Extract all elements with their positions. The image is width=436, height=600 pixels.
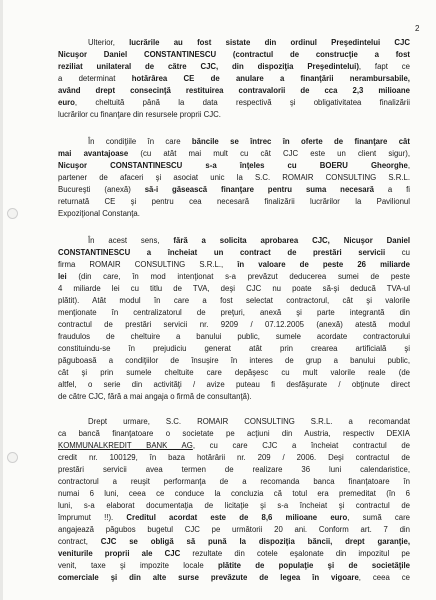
text-span: În acest sens, <box>88 236 174 245</box>
text-span: cât şi prin sumele cheltuite care depăşesc cu mult valorile reale (de <box>58 368 410 377</box>
text-line <box>88 235 410 246</box>
text-span: (cu atât mai mult cu cât CJC este un client sigur), <box>128 149 410 158</box>
text-span: În condiţiile în care <box>88 137 192 146</box>
text-line <box>58 488 410 499</box>
bold-text: mai avantajoase <box>58 149 129 158</box>
bold-text: Nicuşor Daniel CONSTANTINESCU (contractul de construcţie a fost <box>58 50 410 59</box>
bold-text: plătite de populaţie şi de societăţile <box>217 561 410 570</box>
bold-text: lucrările au fost sistate din ordinul Preşedintelui CJC <box>129 38 410 47</box>
text-span: , fapt ce <box>358 62 410 71</box>
text-line <box>58 464 410 475</box>
text-span: a determinat <box>58 74 132 83</box>
text-line <box>58 500 410 511</box>
bold-text: reziliat unilateral de către CJC, din dispoziţia Preşedintelui) <box>58 62 359 71</box>
bold-text: Creditul acordat este de 8,6 milioane euro <box>126 513 348 522</box>
text-span: lucrărilor cu finanţare din resursele proprii CJC. <box>58 110 221 119</box>
bold-text: CJC se obligă să pună la dispoziţia băncii, drept garanţie, <box>100 537 410 546</box>
text-line <box>58 196 410 207</box>
text-span: plătit). Atât modul în care a fost selectat contractorul, cât şi valorile <box>58 296 410 305</box>
text-span: cu <box>385 248 410 257</box>
text-line <box>58 391 330 402</box>
text-line <box>58 85 410 96</box>
text-line <box>58 283 410 294</box>
text-line <box>58 172 410 183</box>
text-span: de către CJC, fără a mai angaja o firmă de consultanţă). <box>58 392 252 401</box>
text-span: Drept urmare, S.C. ROMAIR CONSULTING S.R.L. a recomandat <box>88 417 410 426</box>
text-span: contract, <box>58 537 101 546</box>
bold-text: în valoare de peste 26 miliarde <box>237 260 410 269</box>
text-line <box>58 73 410 84</box>
text-span: a fi <box>374 185 410 194</box>
bold-text: băncile se întrec în oferte de finanţare cât <box>191 137 410 146</box>
text-line <box>58 548 410 559</box>
text-line <box>58 536 410 547</box>
text-span: menţionate în centralizatorul de preţuri, anexă şi parte integrantă din <box>58 308 410 317</box>
text-line <box>58 271 410 282</box>
text-line <box>58 61 410 72</box>
text-span: constituindu-se în prejudiciu generat atât prin crearea artificială şi <box>58 344 410 353</box>
text-span: rezultate din cotele eşalonate din impozitul pe <box>180 549 410 558</box>
text-span: , cheltuită până la data respectivă şi obligativitatea finalizării <box>74 98 410 107</box>
bold-text: fără a solicita aprobarea CJC, Nicuşor Daniel <box>173 236 410 245</box>
bold-text: hotărârea CE de anulare a finanţării nerambursabile, <box>131 74 410 83</box>
text-line <box>58 184 410 195</box>
text-line <box>58 428 410 439</box>
text-line <box>58 319 410 330</box>
text-span: numai 6 luni, ceea ce conduce la concluzia că totul era premeditat (în 6 <box>58 489 410 498</box>
text-span: prestări servicii avea termen de realizare 36 luni calendaristice, <box>58 465 410 474</box>
underlined-text: KOMMUNALKREDIT BANK AG <box>58 441 193 450</box>
text-line <box>58 572 410 583</box>
text-span: firma ROMAIR CONSULTING S.R.L., <box>58 260 238 269</box>
bold-text: având drept consecinţă restituirea contravalorii de cca 2,3 milioane <box>58 86 410 95</box>
text-span: venit, taxe şi impozite locale <box>58 561 218 570</box>
text-span: altfel, o serie din activităţi / avize puteau fi desfăşurate / obţinute direct <box>58 380 410 389</box>
text-span: ca bancă finanţatoare o societate pe acţiuni din Austria, respectiv DEXIA <box>58 429 410 438</box>
text-line <box>58 247 410 258</box>
bold-text: euro <box>58 98 75 107</box>
text-line <box>58 343 410 354</box>
text-line <box>58 331 410 342</box>
text-line <box>58 440 410 451</box>
text-span: 4 miliarde lei cu titlu de TVA, deşi CJC nu poate să-şi deducă TVA-ul <box>58 284 410 293</box>
text-line <box>58 160 410 171</box>
text-span: partener de afaceri şi asociat unic la S.C. ROMAIR CONSULTING S.R.L. <box>58 173 410 182</box>
bold-text: să-i găsească finanţare pentru suma necesară <box>144 185 375 194</box>
text-span: contractul de prestări servicii nr. 9209 / 07.12.2005 (anexă) atestă modul <box>58 320 410 329</box>
text-span: împrumut !!). <box>58 513 127 522</box>
text-line <box>58 379 410 390</box>
text-span: contractorul a reuşit performanţa de a recomanda banca finanţatoare în <box>58 477 410 486</box>
text-span: , sumă care <box>347 513 410 522</box>
text-line <box>58 524 410 535</box>
text-line <box>58 208 230 219</box>
text-line <box>58 476 410 487</box>
text-span: luni, s-a elaborat documentaţia de licitaţie şi s-a încheiat şi contractul de <box>58 501 410 510</box>
text-line <box>58 148 410 159</box>
text-line <box>58 259 410 270</box>
text-span: , <box>407 161 410 170</box>
text-span: Expoziţional Constanţa. <box>58 209 140 218</box>
text-span: , cu care CJC a încheiat contractul de <box>192 441 410 450</box>
text-line <box>88 136 410 147</box>
text-line <box>58 295 410 306</box>
text-line <box>58 109 290 120</box>
bold-text: lei <box>58 272 67 281</box>
bold-text: veniturile proprii ale CJC <box>58 549 181 558</box>
text-span: Bucureşti (anexă) <box>58 185 145 194</box>
text-span: păguboasă a condiţiilor de însuşire în interes de grup a banului public, <box>58 356 410 365</box>
text-span: credit nr. 100129, în baza hotărârii nr. 209 / 2006. Deşi contractul de <box>58 453 410 462</box>
text-span: fraudulos de cheltuire a banului public, sumele acordate contractorului <box>58 332 410 341</box>
text-line <box>88 37 410 48</box>
text-line <box>58 560 410 571</box>
page-number: 2 <box>415 24 420 33</box>
text-line <box>58 49 410 60</box>
text-span: returnată CE şi pentru cea necesară finalizării lucrărilor la Pavilionul <box>58 197 410 206</box>
text-span: (din care, în mod intenţionat s-a prevăzut deducerea sumei de peste <box>66 272 410 281</box>
text-span: Ulterior, <box>88 38 130 47</box>
bold-text: comerciale şi din alte surse prevăzute de legea în vigoare <box>58 573 359 582</box>
text-line <box>58 307 410 318</box>
text-line <box>58 367 410 378</box>
bold-text: Nicuşor CONSTANTINESCU s-a înţeles cu BOERU Gheorghe <box>58 161 408 170</box>
text-span: , ceea ce <box>358 573 410 582</box>
text-line <box>58 355 410 366</box>
text-line <box>58 97 410 108</box>
bold-text: CONSTANTINESCU a încheiat un contract de prestări servicii <box>58 248 386 257</box>
text-line <box>58 452 410 463</box>
text-line <box>58 512 410 523</box>
text-line <box>88 416 410 427</box>
text-span: angajează păgubos bugetul CJC pe următorii 20 ani. Conform art. 7 din <box>58 525 410 534</box>
